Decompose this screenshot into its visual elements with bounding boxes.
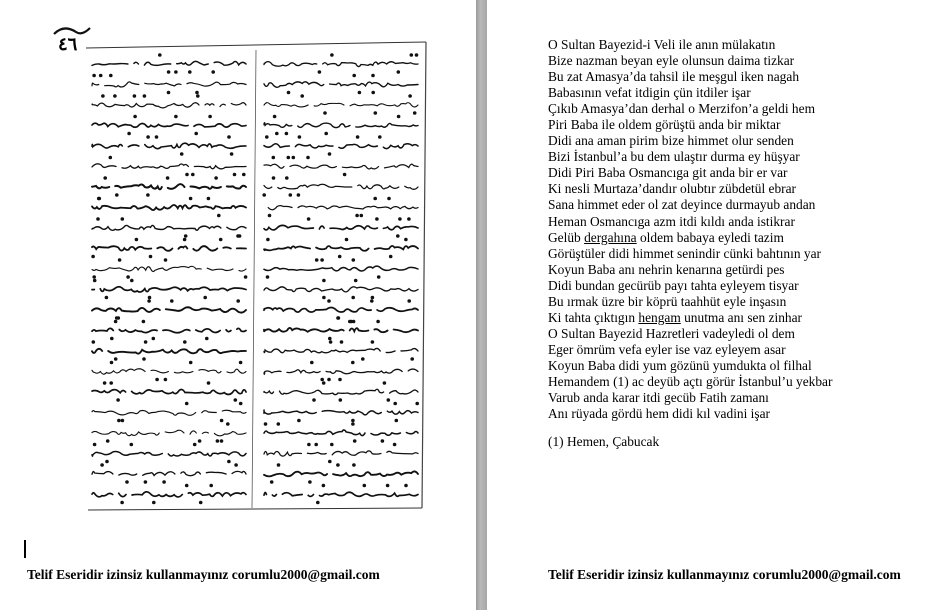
diacritic-dot [206, 337, 209, 340]
diacritic-dot [321, 378, 324, 381]
diacritic-dot [166, 177, 169, 180]
diacritic-dot [273, 115, 276, 118]
diacritic-dot [130, 443, 133, 446]
handwriting-stroke [264, 451, 418, 456]
poem-line: Koyun Baba anı nehrin kenarına getürdi pes [548, 261, 785, 277]
underlined-word: dergahına [584, 229, 637, 245]
diacritic-dot [325, 132, 328, 135]
diacritic-dot [116, 194, 119, 197]
poem-line: Bu ırmak üzre bir köprü taahhüt eyle inşasın [548, 293, 787, 309]
diacritic-dot [126, 481, 129, 484]
diacritic-dot [185, 402, 188, 405]
diacritic-dot [110, 74, 113, 77]
handwriting-stroke [264, 62, 418, 67]
handwriting-stroke [264, 225, 418, 230]
diacritic-dot [243, 173, 246, 176]
poem-line: Heman Osmancıga azm itdi kıldı anda istikrar [548, 213, 795, 229]
diacritic-dot [127, 276, 130, 279]
diacritic-dot [199, 501, 202, 504]
diacritic-dot [267, 238, 270, 241]
diacritic-dot [159, 54, 162, 57]
diacritic-dot [389, 255, 392, 258]
diacritic-dot [298, 419, 301, 422]
diacritic-dot [339, 399, 342, 402]
handwriting-stroke [258, 308, 418, 313]
diacritic-dot [121, 419, 124, 422]
diacritic-dot [228, 136, 231, 139]
poem-line: Bizi İstanbul’a bu dem ulaştır durma ey hüşyar [548, 149, 800, 165]
poem-line: Koyun Baba didi yum gözünü yumdukta ol filhal [548, 357, 812, 373]
diacritic-dot [186, 173, 189, 176]
diacritic-dot [386, 484, 389, 487]
diacritic-dot [376, 218, 379, 221]
diacritic-dot [135, 238, 138, 241]
diacritic-dot [374, 197, 377, 200]
right-page [487, 0, 942, 610]
diacritic-dot [118, 259, 121, 262]
diacritic-dot [185, 484, 188, 487]
diacritic-dot [103, 382, 106, 385]
diacritic-dot [99, 74, 102, 77]
handwriting-stroke [262, 206, 418, 210]
diacritic-dot [238, 235, 241, 238]
handwriting-stroke [92, 369, 246, 374]
diacritic-dot [339, 378, 342, 381]
diacritic-dot [374, 112, 377, 115]
diacritic-dot [128, 132, 131, 135]
handwriting-stroke [86, 430, 246, 436]
diacritic-dot [363, 484, 366, 487]
diacritic-dot [227, 423, 230, 426]
handwriting-stroke [92, 307, 246, 312]
diacritic-dot [329, 341, 332, 344]
handwriting-stroke [264, 246, 418, 251]
diacritic-dot [356, 214, 359, 217]
poem-line: Didi ana aman pirim bize himmet olur senden [548, 133, 794, 149]
handwriting-stroke [264, 369, 418, 374]
handwriting-stroke [258, 266, 418, 271]
diacritic-dot [394, 402, 397, 405]
diacritic-dot [268, 214, 271, 217]
diacritic-dot [411, 358, 414, 361]
diacritic-dot [148, 296, 151, 299]
diacritic-dot [147, 194, 150, 197]
diacritic-dot [121, 218, 124, 221]
poem-line: Sana himmet eder ol zat deyince durmayub andan [548, 197, 816, 213]
diacritic-dot [362, 358, 365, 361]
diacritic-dot [397, 71, 400, 74]
diacritic-dot [353, 74, 356, 77]
handwriting-stroke [264, 287, 418, 292]
diacritic-dot [111, 337, 114, 340]
handwriting-stroke [92, 123, 246, 127]
diacritic-dot [272, 177, 275, 180]
diacritic-dot [235, 464, 238, 467]
diacritic-dot [321, 259, 324, 262]
page-number-mark: ٤٦ [58, 34, 78, 55]
diacritic-dot [153, 501, 156, 504]
diacritic-dot [121, 501, 124, 504]
diacritic-dot [212, 71, 215, 74]
diacritic-dot [110, 382, 113, 385]
diacritic-dot [315, 259, 318, 262]
poem-line: Varub anda karar itdi gecüb Fatih zamanı [548, 390, 769, 406]
handwriting-stroke [92, 246, 246, 251]
diacritic-dot [164, 378, 167, 381]
handwriting-stroke [264, 410, 418, 415]
diacritic-dot [193, 443, 196, 446]
diacritic-dot [345, 238, 348, 241]
diacritic-dot [416, 402, 419, 405]
diacritic-dot [220, 419, 223, 422]
diacritic-dot [106, 440, 109, 443]
diacritic-dot [144, 481, 147, 484]
diacritic-dot [393, 443, 396, 446]
diacritic-dot [239, 402, 242, 405]
diacritic-dot [286, 177, 289, 180]
underlined-word: hengam [638, 309, 681, 325]
diacritic-dot [328, 153, 331, 156]
diacritic-dot [93, 276, 96, 279]
diacritic-dot [313, 399, 316, 402]
diacritic-dot [105, 296, 108, 299]
diacritic-dot [328, 378, 331, 381]
diacritic-dot [353, 440, 356, 443]
diacritic-dot [324, 112, 327, 115]
manuscript-image [46, 20, 448, 520]
diacritic-dot [377, 276, 380, 279]
left-footer-copyright: Telif Eseridir izinsiz kullanmayınız corumlu2000@gmail.com [27, 567, 380, 582]
diacritic-dot [237, 300, 240, 303]
diacritic-dot [216, 440, 219, 443]
diacritic-dot [360, 214, 363, 217]
diacritic-dot [142, 320, 145, 323]
poem-line: Babasının vefat itdigin çün itdiler işar [548, 85, 751, 101]
diacritic-dot [230, 153, 233, 156]
diacritic-dot [196, 91, 199, 94]
diacritic-dot [301, 95, 304, 98]
handwriting-stroke [264, 328, 418, 332]
diacritic-dot [399, 218, 402, 221]
diacritic-dot [184, 235, 187, 238]
diacritic-dot [180, 153, 183, 156]
poem-line: Didi Piri Baba Osmancıga git anda bir er var [548, 165, 788, 181]
diacritic-dot [397, 235, 400, 238]
margin-mark [24, 540, 26, 558]
handwriting-stroke [92, 471, 246, 475]
poem-line: O Sultan Bayezid-i Veli ile anın mülakatın [548, 37, 776, 52]
handwriting-stroke [92, 287, 246, 292]
handwriting-stroke [264, 471, 418, 476]
diacritic-dot [133, 95, 136, 98]
poem-text [548, 37, 938, 450]
diacritic-dot [337, 317, 340, 320]
handwriting-stroke [264, 103, 418, 107]
diacritic-dot [149, 255, 152, 258]
diacritic-dot [272, 156, 275, 159]
diacritic-dot [106, 460, 109, 463]
diacritic-dot [266, 136, 269, 139]
diacritic-dot [244, 276, 247, 279]
diacritic-dot [134, 115, 137, 118]
diacritic-dot [114, 358, 117, 361]
diacritic-dot [197, 95, 200, 98]
diacritic-dot [343, 173, 346, 176]
diacritic-dot [207, 382, 210, 385]
diacritic-dot [358, 91, 361, 94]
diacritic-dot [353, 464, 356, 467]
diacritic-dot [207, 197, 210, 200]
diacritic-dot [234, 399, 237, 402]
poem-line [548, 310, 938, 326]
diacritic-dot [92, 255, 95, 258]
diacritic-dot [163, 481, 166, 484]
diacritic-dot [263, 194, 266, 197]
diacritic-dot [228, 460, 231, 463]
footnote: (1) Hemen, Çabucak [548, 434, 660, 450]
diacritic-dot [377, 320, 380, 323]
diacritic-dot [307, 218, 310, 221]
diacritic-dot [322, 484, 325, 487]
diacritic-dot [409, 95, 412, 98]
diacritic-dot [219, 238, 222, 241]
diacritic-dot [395, 419, 398, 422]
handwriting-stroke [86, 451, 246, 456]
diacritic-dot [131, 279, 134, 282]
diacritic-dot [405, 238, 408, 241]
diacritic-dot [155, 136, 158, 139]
diacritic-dot [349, 320, 352, 323]
poem-line-text: oldem babaya eyledi tazim [636, 229, 784, 245]
diacritic-dot [215, 177, 218, 180]
diacritic-dot [109, 156, 112, 159]
diacritic-dot [408, 218, 411, 221]
diacritic-dot [352, 296, 355, 299]
handwriting-stroke [92, 492, 246, 497]
diacritic-dot [285, 132, 288, 135]
poem-line-text: unutma anı sen zinhar [680, 309, 802, 325]
diacritic-dot [413, 112, 416, 115]
diacritic-dot [371, 296, 374, 299]
poem-line: O Sultan Bayezid Hazretleri vadeyledi ol dem [548, 325, 795, 341]
diacritic-dot [189, 71, 192, 74]
diacritic-dot [379, 136, 382, 139]
poem-line-text: Ki tahta çıktıgın [548, 309, 639, 325]
diacritic-dot [183, 238, 186, 241]
diacritic-dot [287, 91, 290, 94]
diacritic-dot [218, 214, 221, 217]
diacritic-dot [383, 382, 386, 385]
diacritic-dot [323, 296, 326, 299]
diacritic-dot [148, 300, 151, 303]
handwriting-stroke [92, 225, 246, 230]
diacritic-dot [195, 132, 198, 135]
diacritic-dot [337, 464, 340, 467]
diacritic-dot [270, 481, 273, 484]
poem-line: Görüştüler didi himmet senindir cünki bahtının yar [548, 245, 821, 261]
diacritic-dot [408, 300, 411, 303]
diacritic-dot [93, 279, 96, 282]
handwriting-stroke [264, 492, 418, 496]
diacritic-dot [387, 399, 390, 402]
poem-line: Bu zat Amasya’da tahsil ile meşgul iken nagah [548, 69, 800, 85]
handwriting-stroke [86, 164, 246, 169]
diacritic-dot [405, 484, 408, 487]
poem-line: Bize nazman beyan eyle olunsun daima tizkar [548, 53, 795, 69]
diacritic-dot [144, 341, 147, 344]
diacritic-dot [352, 419, 355, 422]
diacritic-dot [239, 361, 242, 364]
diacritic-dot [110, 361, 113, 364]
diacritic-dot [189, 197, 192, 200]
diacritic-dot [104, 177, 107, 180]
diacritic-dot [175, 115, 178, 118]
handwriting-stroke [264, 430, 418, 436]
diacritic-dot [352, 259, 355, 262]
poem-line: Hemandem (1) ac deyüb açtı görür İstanbul’u yekbar [548, 373, 833, 389]
handwriting-stroke [264, 184, 418, 189]
diacritic-dot [264, 423, 267, 426]
handwriting-stroke [264, 144, 418, 149]
diacritic-dot [192, 173, 195, 176]
poem-line: Anı rüyada gördü hem didi kıl vadini işar [548, 406, 771, 422]
diacritic-dot [323, 279, 326, 282]
diacritic-dot [311, 361, 314, 364]
handwriting-stroke [92, 266, 246, 271]
diacritic-dot [410, 54, 413, 57]
diacritic-dot [114, 320, 117, 323]
handwriting-stroke [92, 349, 246, 354]
poem-line: Ki nesli Murtaza’dandır olubtır zübdetül ebrar [548, 181, 797, 197]
diacritic-dot [210, 484, 213, 487]
diacritic-dot [415, 54, 418, 57]
diacritic-dot [204, 296, 207, 299]
diacritic-dot [381, 440, 384, 443]
diacritic-dot [317, 501, 320, 504]
diacritic-dot [309, 481, 312, 484]
diacritic-dot [233, 173, 236, 176]
diacritic-dot [102, 95, 105, 98]
diacritic-dot [101, 464, 104, 467]
diacritic-dot [356, 136, 359, 139]
diacritic-dot [93, 443, 96, 446]
handwriting-stroke [92, 103, 246, 108]
diacritic-dot [331, 443, 334, 446]
diacritic-dot [328, 300, 331, 303]
manuscript-scan [46, 20, 448, 520]
handwriting-stroke [92, 184, 246, 189]
handwriting-stroke [264, 82, 418, 87]
diacritic-dot [152, 337, 155, 340]
diacritic-dot [277, 423, 280, 426]
diacritic-dot [329, 460, 332, 463]
handwriting-stroke [92, 143, 246, 148]
diacritic-dot [308, 443, 311, 446]
diacritic-dot [352, 361, 355, 364]
diacritic-dot [97, 218, 100, 221]
diacritic-dot [318, 71, 321, 74]
handwriting-stroke [92, 328, 246, 332]
poem-line: Piri Baba ile oldem görüştü anda bir miktar [548, 117, 781, 133]
diacritic-dot [276, 132, 279, 135]
diacritic-dot [143, 95, 146, 98]
diacritic-dot [397, 115, 400, 118]
handwriting-stroke [92, 61, 246, 65]
diacritic-dot [97, 197, 100, 200]
diacritic-dot [143, 358, 146, 361]
handwriting-stroke [92, 389, 246, 394]
poem-line: Çıkıb Amasya’dan derhal o Merzifon’a geldi hem [548, 101, 815, 117]
diacritic-dot [298, 136, 301, 139]
diacritic-dot [209, 115, 212, 118]
diacritic-dot [266, 276, 269, 279]
diacritic-dot [287, 156, 290, 159]
diacritic-dot [164, 259, 167, 262]
diacritic-dot [292, 156, 295, 159]
diacritic-dot [92, 341, 95, 344]
handwriting-stroke [264, 123, 418, 128]
diacritic-dot [147, 136, 150, 139]
diacritic-dot [277, 464, 280, 467]
handwriting-stroke [92, 410, 246, 415]
diacritic-dot [352, 423, 355, 426]
handwriting-stroke [92, 205, 246, 210]
diacritic-dot [372, 74, 375, 77]
diacritic-dot [167, 71, 170, 74]
handwriting-stroke [92, 82, 246, 87]
diacritic-dot [338, 255, 341, 258]
poem-line: Didi bundan gecürüb payı tahta eyleyem tisyar [548, 277, 799, 293]
diacritic-dot [289, 194, 292, 197]
diacritic-dot [93, 74, 96, 77]
diacritic-dot [175, 71, 178, 74]
diacritic-dot [352, 320, 355, 323]
diacritic-dot [115, 317, 118, 320]
diacritic-dot [372, 91, 375, 94]
diacritic-dot [329, 337, 332, 340]
diacritic-dot [315, 443, 318, 446]
diacritic-dot [371, 341, 374, 344]
poem-line-text: Gelüb [548, 229, 585, 245]
diacritic-dot [117, 399, 120, 402]
diacritic-dot [156, 378, 159, 381]
diacritic-dot [220, 440, 223, 443]
diacritic-dot [331, 54, 334, 57]
diacritic-dot [184, 341, 187, 344]
poem-line [548, 230, 938, 246]
diacritic-dot [198, 440, 201, 443]
handwriting-stroke [264, 164, 418, 169]
page-gutter [476, 0, 487, 610]
diacritic-dot [388, 197, 391, 200]
diacritic-dot [297, 194, 300, 197]
handwriting-stroke [258, 389, 418, 394]
diacritic-dot [322, 382, 325, 385]
poem-line: Eger ömrüm vefa eyler ise vaz eyleyem asar [548, 341, 786, 357]
diacritic-dot [118, 419, 121, 422]
diacritic-dot [354, 279, 357, 282]
diacritic-dot [114, 95, 117, 98]
diacritic-dot [371, 300, 374, 303]
handwriting-stroke [264, 348, 418, 352]
right-footer-copyright: Telif Eseridir izinsiz kullanmayınız corumlu2000@gmail.com [548, 567, 901, 582]
diacritic-dot [189, 361, 192, 364]
diacritic-dot [171, 300, 174, 303]
diacritic-dot [340, 341, 343, 344]
diacritic-dot [167, 91, 170, 94]
diacritic-dot [307, 156, 310, 159]
